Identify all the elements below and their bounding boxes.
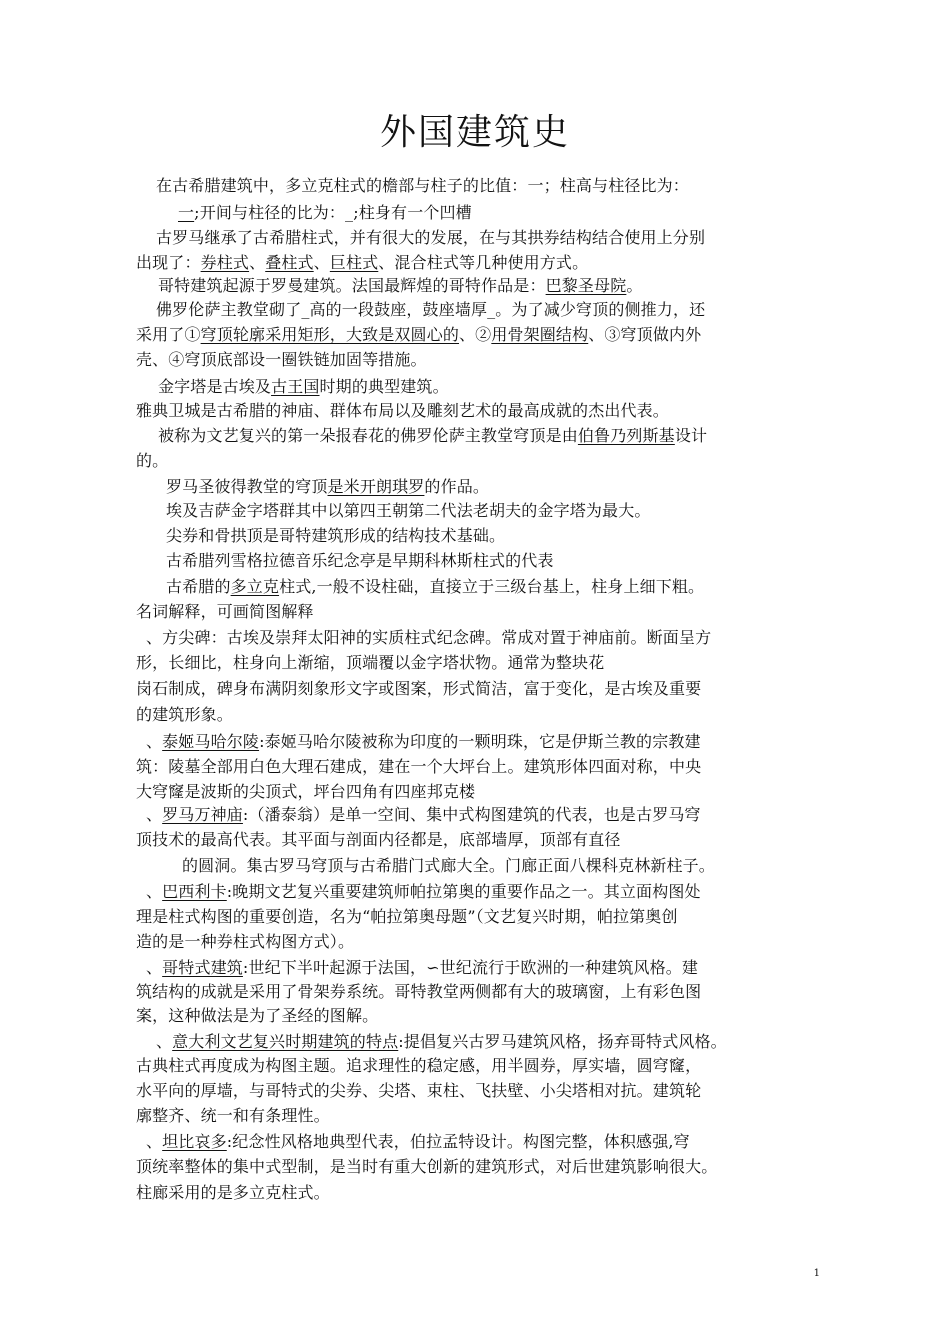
- text-line-07: [136, 323, 826, 347]
- text-run: :提倡复兴古罗马建筑风格，扬弃哥特式风格。: [398, 1032, 727, 1051]
- text-run: 柱式,一般不设柱础，直接立于三级台基上，柱身上细下粗。: [279, 577, 705, 596]
- text-line-06: [156, 298, 846, 322]
- text-run: 、: [146, 732, 163, 751]
- underlined-term: 券柱式: [200, 253, 250, 272]
- text-line-41: [136, 1181, 826, 1205]
- text-run: :（潘泰翁）是单一空间、集中式构图建筑的代表，也是古罗马穹: [242, 805, 701, 824]
- text-run: 罗马圣彼得教堂的穹顶: [166, 477, 328, 496]
- text-line-02: [178, 201, 868, 225]
- text-line-05: [158, 274, 848, 298]
- text-line-01: [156, 174, 846, 198]
- text-run: 、混合柱式等几种使用方式。: [378, 253, 589, 272]
- text-run: 的。: [136, 451, 169, 470]
- text-run: 形，长细比，柱身向上渐缩，顶端覆以金字塔状物。通常为整块花: [136, 653, 605, 672]
- underlined-term: 巨柱式: [329, 253, 379, 272]
- text-run: 、: [249, 253, 266, 272]
- underlined-term: 坦比哀多: [162, 1132, 227, 1151]
- text-run: 被称为文艺复兴的第一朵报春花的佛罗伦萨主教堂穹顶是由: [158, 426, 578, 445]
- text-line-09: [158, 375, 848, 399]
- text-line-27: [136, 828, 826, 852]
- text-run: :纪念性风格地典型代表，伯拉孟特设计。构图完整，体积感强,穹: [226, 1132, 690, 1151]
- underlined-term: 泰姬马哈尔陵: [162, 732, 260, 751]
- text-line-16: [166, 549, 856, 573]
- text-line-23: [146, 730, 836, 754]
- text-run: 埃及吉萨金字塔群其中以第四王朝第二代法老胡夫的金字塔为最大。: [166, 501, 651, 520]
- text-line-20: [136, 651, 826, 675]
- text-line-15: [166, 524, 856, 548]
- text-run: 、②: [459, 325, 492, 344]
- text-line-38: [136, 1104, 826, 1128]
- text-run: 、: [156, 1032, 173, 1051]
- text-run: 的建筑形象。: [136, 705, 233, 724]
- text-line-34: [136, 1004, 826, 1028]
- text-line-32: [146, 956, 836, 980]
- text-run: 筑结构的成就是采用了骨架券系统。哥特教堂两侧都有大的玻璃窗，上有彩色图: [136, 982, 702, 1001]
- text-run: 顶技术的最高代表。其平面与剖面内径都是，底部墙厚，顶部有直径: [136, 830, 621, 849]
- underlined-term: 一: [178, 203, 195, 222]
- text-line-12: [136, 449, 826, 473]
- text-run: 古希腊的: [166, 577, 231, 596]
- page-number: 1: [813, 1268, 820, 1279]
- text-run: 、: [146, 805, 163, 824]
- text-line-17: [166, 575, 856, 599]
- text-run: 古希腊列雪格拉德音乐纪念亭是早期科林斯柱式的代表: [166, 551, 554, 570]
- text-line-25: [136, 780, 826, 804]
- underlined-term: 巴黎圣母院: [545, 276, 627, 295]
- text-run: 时期的典型建筑。: [319, 377, 449, 396]
- text-run: 造的是一种券柱式构图方式）。: [136, 932, 355, 951]
- text-run: :世纪下半叶起源于法国，∽世纪流行于欧洲的一种建筑风格。建: [242, 958, 699, 977]
- underlined-term: 用骨架圈结构: [491, 325, 589, 344]
- text-line-11: [158, 424, 848, 448]
- text-run: 壳、④穹顶底部设一圈铁链加固等措施。: [136, 350, 427, 369]
- text-line-10: [136, 399, 826, 423]
- text-run: 筑：陵墓全部用白色大理石建成，建在一个大坪台上。建筑形体四面对称，中央: [136, 757, 702, 776]
- text-line-40: [136, 1155, 826, 1179]
- text-run: 佛罗伦萨主教堂砌了_高的一段鼓座，鼓座墙厚_。为了减少穹顶的侧推力，还: [156, 300, 706, 319]
- underlined-term: 穹顶轮廓采用矩形，大致是双圆心的: [200, 325, 460, 344]
- text-run: 、③穹顶做内外: [588, 325, 702, 344]
- text-run: 金字塔是古埃及: [158, 377, 272, 396]
- text-line-31: [136, 930, 826, 954]
- text-run: 在古希腊建筑中，多立克柱式的檐部与柱子的比值：一；柱高与柱径比为：: [156, 176, 689, 195]
- text-run: 案，这种做法是为了圣经的图解。: [136, 1006, 379, 1025]
- text-run: 的圆洞。集古罗马穹顶与古希腊门式廊大全。门廊正面八棵科克林新柱子。: [182, 856, 715, 875]
- underlined-term: 巴西利卡: [162, 882, 227, 901]
- text-run: 、方尖碑：古埃及崇拜太阳神的实质柱式纪念碑。常成对置于神庙前。断面呈方: [146, 628, 712, 647]
- text-run: 、: [313, 253, 330, 272]
- text-line-26: [146, 803, 836, 827]
- text-run: 岗石制成，碑身布满阴刻象形文字或图案，形式简洁，富于变化，是古埃及重要: [136, 679, 702, 698]
- document-title: 外国建筑史: [379, 112, 570, 153]
- text-line-39: [146, 1130, 836, 1154]
- text-run: 雅典卫城是古希腊的神庙、群体布局以及雕刻艺术的最高成就的杰出代表。: [136, 401, 669, 420]
- text-run: 理是柱式构图的重要创造，名为“帕拉第奥母题”（文艺复兴时期，帕拉第奥创: [136, 907, 678, 926]
- text-run: 、: [146, 1132, 163, 1151]
- text-run: 柱廊采用的是多立克柱式。: [136, 1183, 330, 1202]
- text-line-08: [136, 348, 826, 372]
- text-line-33: [136, 980, 826, 1004]
- text-line-28: [182, 854, 872, 878]
- text-run: ;开间与柱径的比为：_;柱身有一个凹槽: [194, 203, 472, 222]
- underlined-term: 多立克: [230, 577, 280, 596]
- text-run: 。: [626, 276, 643, 295]
- text-run: 水平向的厚墙，与哥特式的尖券、尖塔、束柱、飞扶壁、小尖塔相对抗。建筑轮: [136, 1081, 702, 1100]
- text-line-14: [166, 499, 856, 523]
- text-run: 的作品。: [424, 477, 490, 496]
- text-run: 、: [146, 882, 163, 901]
- text-line-30: [136, 905, 826, 929]
- underlined-term: 伯鲁乃列斯基: [577, 426, 675, 445]
- text-line-37: [136, 1079, 826, 1103]
- underlined-term: 叠柱式: [265, 253, 314, 272]
- text-line-21: [136, 677, 826, 701]
- text-line-35: [156, 1030, 846, 1054]
- text-line-29: [146, 880, 836, 904]
- text-run: 尖券和骨拱顶是哥特建筑形成的结构技术基础。: [166, 526, 506, 545]
- text-run: 古典柱式再度成为构图主题。追求理性的稳定感，用半圆券，厚实墙，圆穹窿，: [136, 1056, 702, 1075]
- text-line-04: [136, 251, 826, 275]
- text-run: :泰姬马哈尔陵被称为印度的一颗明珠，它是伊斯兰教的宗教建: [259, 732, 701, 751]
- text-run: 名词解释，可画简图解释: [136, 602, 314, 621]
- text-run: 廓整齐、统一和有条理性。: [136, 1106, 330, 1125]
- text-line-22: [136, 703, 826, 727]
- text-line-36: [136, 1054, 826, 1078]
- text-run: 大穹窿是波斯的尖顶式，坪台四角有四座邦克楼: [136, 782, 476, 801]
- text-line-18: [136, 600, 826, 624]
- text-run: 采用了①: [136, 325, 201, 344]
- text-run: 哥特建筑起源于罗曼建筑。法国最辉煌的哥特作品是：: [158, 276, 546, 295]
- underlined-term: 是米开朗琪罗: [327, 477, 425, 496]
- text-run: 设计: [674, 426, 708, 445]
- text-line-03: [156, 226, 846, 250]
- text-run: 出现了：: [136, 253, 201, 272]
- underlined-term: 古王国: [271, 377, 320, 396]
- text-run: 、: [146, 958, 163, 977]
- text-run: :晚期文艺复兴重要建筑师帕拉第奥的重要作品之一。其立面构图处: [226, 882, 701, 901]
- text-line-24: [136, 755, 826, 779]
- text-line-19: [146, 626, 836, 650]
- underlined-term: 哥特式建筑: [162, 958, 243, 977]
- underlined-term: 罗马万神庙: [162, 805, 243, 824]
- text-run: 古罗马继承了古希腊柱式，并有很大的发展，在与其拱券结构结合使用上分别: [156, 228, 706, 247]
- text-line-13: [166, 475, 856, 499]
- underlined-term: 意大利文艺复兴时期建筑的特点: [172, 1032, 399, 1051]
- text-run: 顶统率整体的集中式型制，是当时有重大创新的建筑形式，对后世建筑影响很大。: [136, 1157, 718, 1176]
